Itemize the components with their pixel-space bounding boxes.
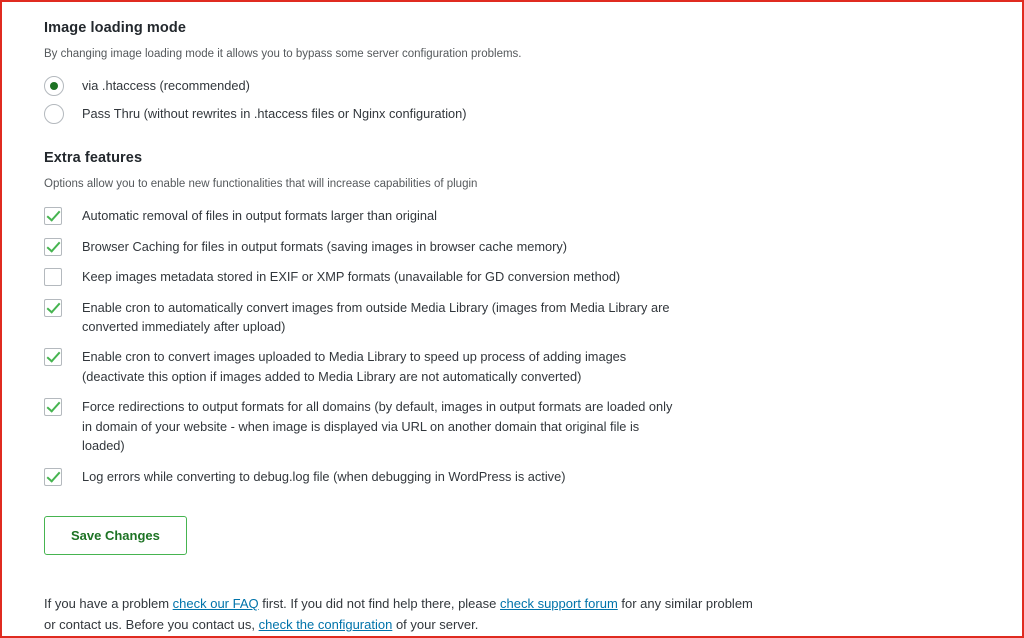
checkbox-row-force-redirections[interactable] <box>44 397 982 455</box>
radio-option-label: Pass Thru (without rewrites in .htaccess files or Nginx configuration) <box>82 105 467 121</box>
image-loading-mode-description: By changing image loading mode it allows you to bypass some server configuration problems. <box>44 48 522 60</box>
checkbox-icon[interactable] <box>44 207 62 225</box>
checkbox-row-cron-outside-media-library[interactable] <box>44 298 982 337</box>
checkbox-label: Browser Caching for files in output formats (saving images in browser cache memory) <box>82 238 568 254</box>
footer-text-part3: for any similar problem or contact us. Before you contact us, <box>44 596 753 632</box>
footer-help-text <box>44 594 754 636</box>
checkbox-label: Enable cron to automatically convert images from outside Media Library (images from Media Library are converted immediately after upload) <box>82 299 670 334</box>
checkbox-label: Force redirections to output formats for all domains (by default, images in output formats are loaded only in domain of your website - when image is displayed via URL on another domain that original file is loaded) <box>82 399 673 454</box>
image-loading-mode-title: Image loading mode <box>44 20 186 36</box>
configuration-link[interactable]: check the configuration <box>258 616 393 632</box>
checkbox-row-log-errors[interactable] <box>44 467 982 486</box>
radio-option-htaccess[interactable] <box>44 76 982 96</box>
checkbox-icon[interactable] <box>44 348 62 366</box>
checkbox-label: Keep images metadata stored in EXIF or XMP formats (unavailable for GD conversion method) <box>82 269 621 285</box>
footer-text-part2: first. If you did not find help there, please <box>258 596 500 611</box>
checkbox-icon[interactable] <box>44 468 62 486</box>
checkbox-row-browser-caching[interactable] <box>44 237 982 256</box>
checkbox-icon[interactable] <box>44 238 62 256</box>
checkbox-row-keep-metadata[interactable] <box>44 267 982 286</box>
radio-option-label: via .htaccess (recommended) <box>82 77 250 93</box>
footer-text-part1: If you have a problem <box>44 596 173 611</box>
extra-features-section <box>44 150 982 486</box>
checkbox-label: Log errors while converting to debug.log file (when debugging in WordPress is active) <box>82 468 566 484</box>
checkbox-row-cron-media-library[interactable] <box>44 347 982 386</box>
footer-text-part4: of your server. <box>392 616 479 632</box>
faq-link[interactable]: check our FAQ <box>172 596 259 611</box>
save-changes-button[interactable]: Save Changes <box>44 516 187 555</box>
checkbox-label: Automatic removal of files in output formats larger than original <box>82 208 437 224</box>
checkbox-icon[interactable] <box>44 268 62 286</box>
extra-features-title: Extra features <box>44 150 143 167</box>
support-forum-link[interactable]: check support forum <box>500 596 618 611</box>
checkbox-label: Enable cron to convert images uploaded to Media Library to speed up process of adding images (deactivate this option if images added to Media Library are not automatically converted) <box>82 349 627 384</box>
checkbox-row-auto-removal[interactable] <box>44 206 982 225</box>
radio-option-pass-thru[interactable] <box>44 104 982 124</box>
extra-features-options <box>44 206 982 486</box>
checkbox-icon[interactable] <box>44 299 62 317</box>
extra-features-description: Options allow you to enable new functionalities that will increase capabilities of plugin <box>44 178 478 191</box>
image-loading-mode-options <box>44 76 982 124</box>
radio-icon[interactable] <box>44 76 64 96</box>
radio-icon[interactable] <box>44 104 64 124</box>
checkbox-icon[interactable] <box>44 398 62 416</box>
